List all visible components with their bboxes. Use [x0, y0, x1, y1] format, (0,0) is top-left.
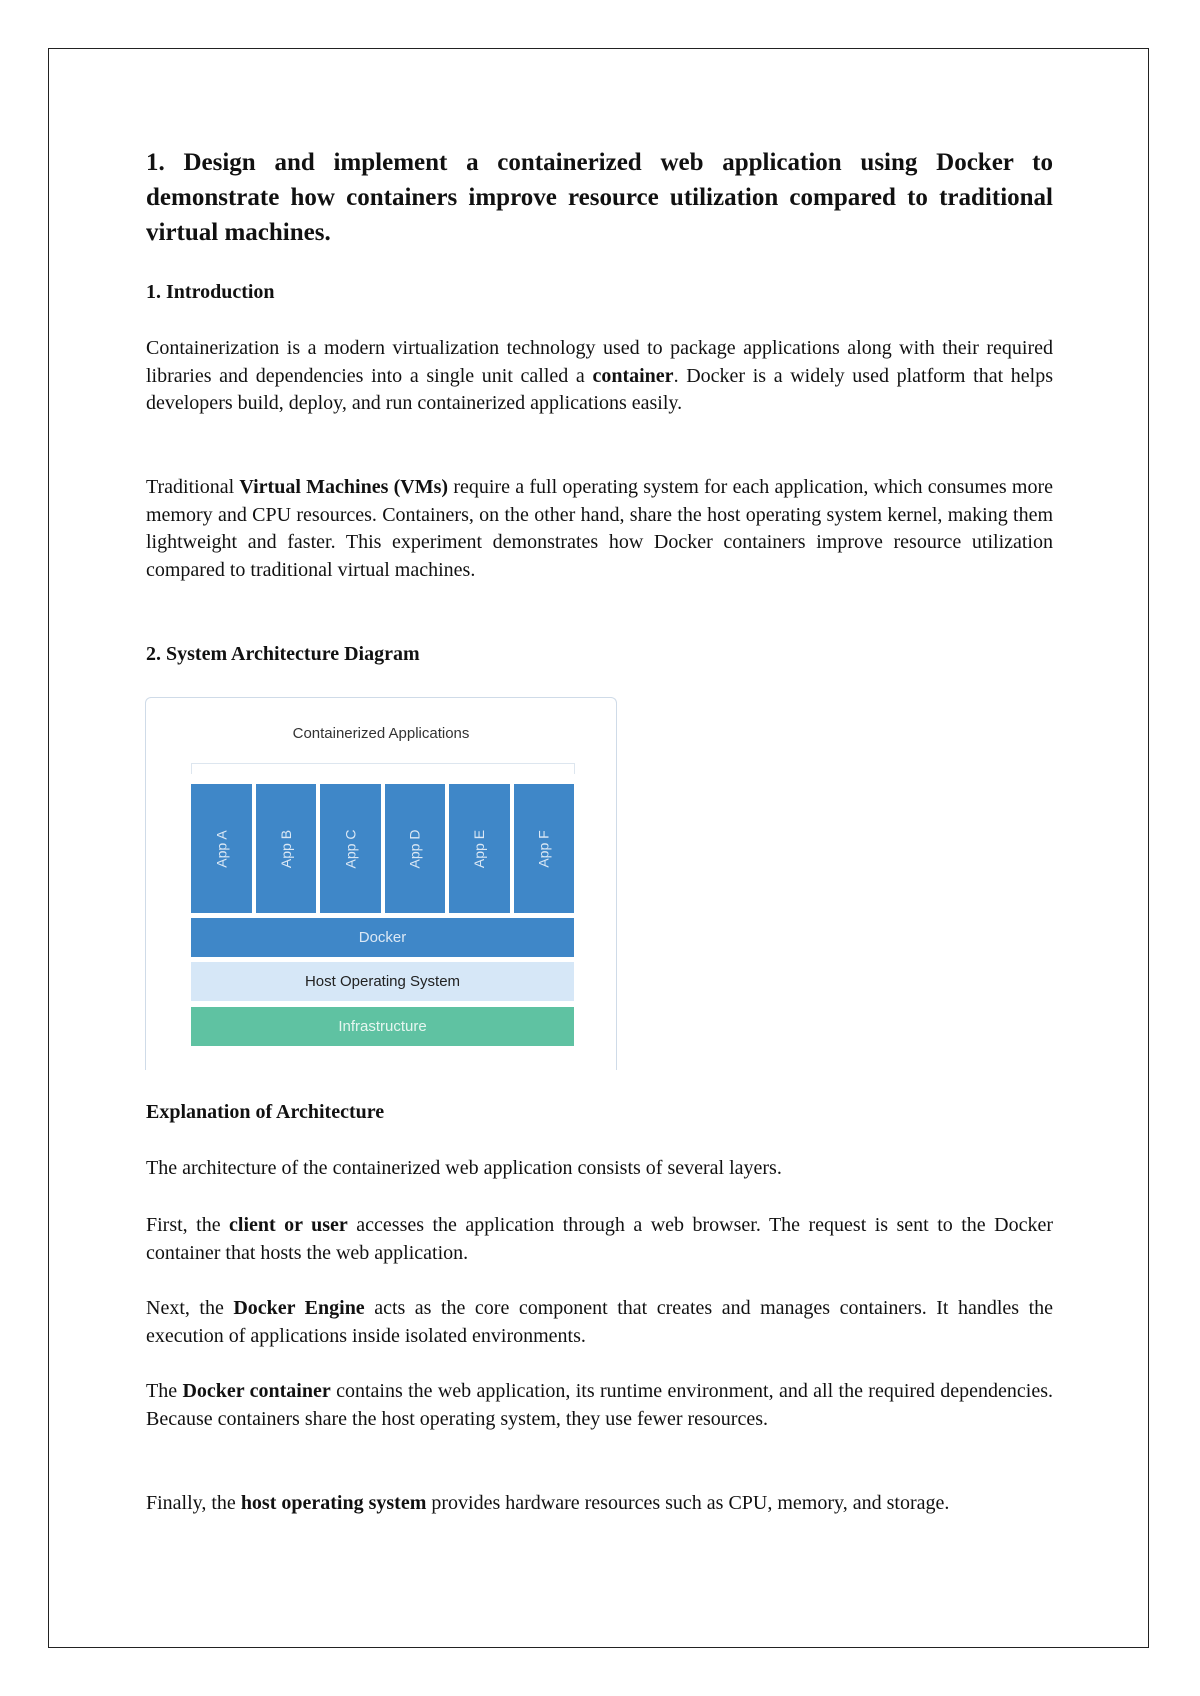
diagram-title: Containerized Applications [292, 725, 470, 742]
text: Traditional [146, 476, 240, 498]
document-title: 1. Design and implement a containerized web application using Docker to demonstrate how containers improve resource utilization compared to traditional virtual machines. [146, 149, 1053, 246]
infrastructure-layer: Infrastructure [191, 1007, 574, 1046]
app-label: App D [406, 829, 423, 868]
text: provides hardware resources such as CPU, memory, and storage. [426, 1492, 950, 1514]
app-label: App C [342, 829, 359, 868]
explanation-paragraph [146, 1490, 1053, 1518]
bold-text: container [592, 364, 674, 387]
docker-layer: Docker [191, 918, 574, 957]
app-block [256, 784, 317, 913]
text: Next, the [146, 1297, 234, 1319]
app-block [385, 784, 446, 913]
bold-text: Docker container [182, 1380, 331, 1402]
app-block [449, 784, 510, 913]
app-label: App A [213, 829, 230, 868]
explanation-paragraph [146, 1212, 1053, 1267]
bold-text: client or user [229, 1214, 348, 1236]
bold-text: Docker Engine [233, 1297, 365, 1319]
explanation-heading: Explanation of Architecture [146, 1101, 385, 1123]
intro-paragraph-2 [146, 474, 1053, 584]
text: accesses the application through a web browser. The request is sent to the Docker container that hosts the web application. [146, 1214, 1053, 1264]
text: require a full operating system for each application, which consumes more memory and CPU resources. Containers, on the other hand, share the host operating system kernel, making them lightweight and faster. This experiment demonstrates how Docker containers improve resource utilization compared to traditional virtual machines. [146, 476, 1053, 581]
apps-bracket [191, 763, 575, 774]
bold-text: Virtual Machines (VMs) [239, 476, 449, 498]
text: . Docker is a widely used platform that helps developers build, deploy, and run containerized applications easily. [146, 364, 1053, 415]
app-block [320, 784, 381, 913]
text: Finally, the [146, 1492, 241, 1514]
explanation-paragraph [146, 1295, 1053, 1350]
text: acts as the core component that creates and manages containers. It handles the execution of applications inside isolated environments. [146, 1297, 1054, 1347]
explanation-paragraph [146, 1378, 1053, 1433]
intro-heading: 1. Introduction [146, 281, 275, 303]
app-block [191, 784, 252, 913]
text: The [146, 1380, 183, 1402]
architecture-diagram [145, 697, 617, 1070]
host-os-layer: Host Operating System [191, 962, 574, 1001]
text: First, the [146, 1214, 230, 1236]
app-label: App F [535, 829, 552, 868]
app-block [514, 784, 575, 913]
architecture-heading: 2. System Architecture Diagram [146, 643, 420, 665]
text: Containerization is a modern virtualization technology used to package applications along with their required libraries and dependencies into a single unit called a [146, 337, 1053, 387]
app-row [191, 784, 574, 913]
app-label: App B [277, 829, 294, 868]
explanation-paragraph: The architecture of the containerized web application consists of several layers. [146, 1157, 782, 1179]
bold-text: host operating system [240, 1492, 427, 1514]
intro-paragraph-1 [146, 335, 1053, 418]
text: contains the web application, its runtime environment, and all the required dependencies. Because containers share the host operating system, they use fewer resources. [146, 1380, 1054, 1430]
app-label: App E [471, 829, 488, 868]
